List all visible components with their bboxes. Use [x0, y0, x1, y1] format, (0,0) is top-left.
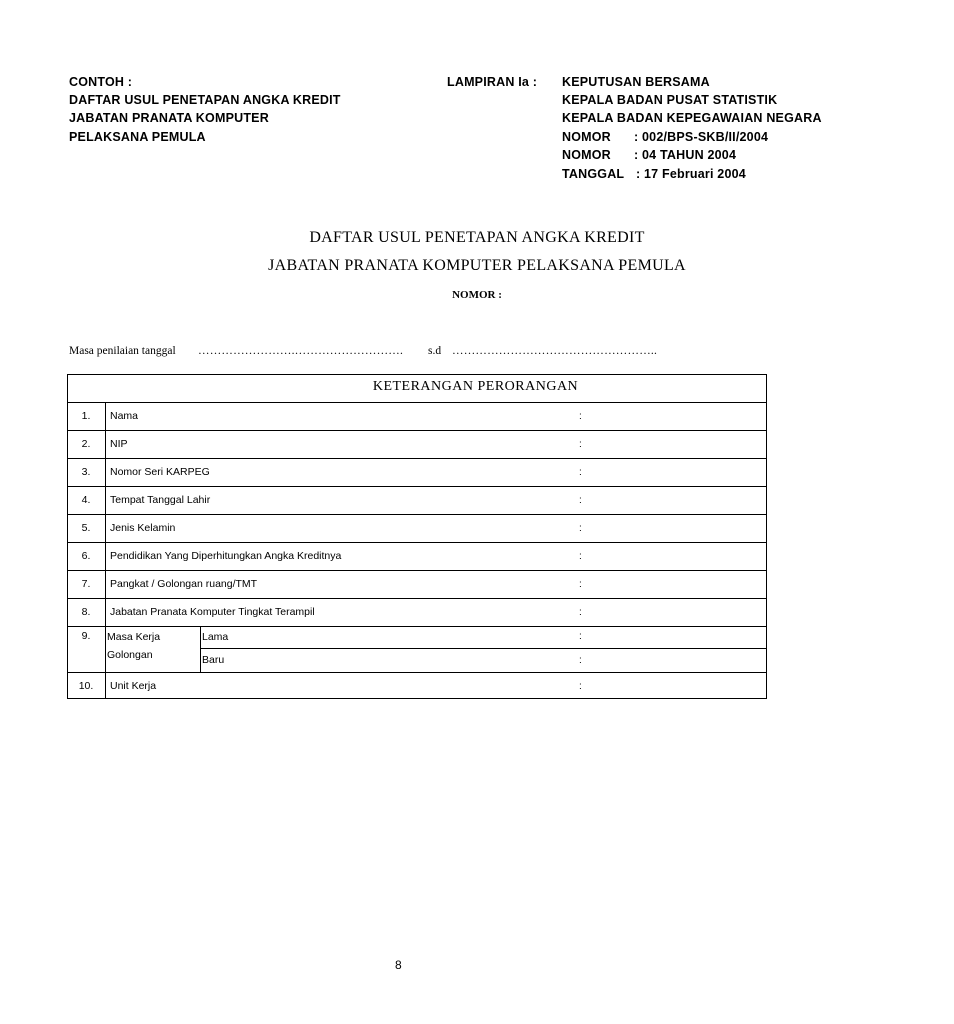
- number-column-divider: [105, 402, 106, 699]
- title-line1: DAFTAR USUL PENETAPAN ANGKA KREDIT: [309, 229, 645, 246]
- nomor2-value: : 04 TAHUN 2004: [634, 148, 737, 162]
- row-colon: :: [579, 631, 582, 642]
- row-divider: [67, 458, 767, 459]
- row-label-masa-kerja: Masa Kerja: [107, 631, 161, 643]
- header-left-line4: PELAKSANA PEMULA: [69, 130, 206, 144]
- row-label-nama: Nama: [110, 410, 139, 422]
- masa-penilaian-label: Masa penilaian tanggal: [69, 345, 176, 357]
- sub-label-baru: Baru: [202, 654, 225, 666]
- row-colon: :: [579, 655, 582, 666]
- tanggal-value: : 17 Februari 2004: [636, 167, 746, 181]
- row-number: 2.: [81, 438, 91, 450]
- row-colon: :: [579, 411, 582, 422]
- masa-penilaian-dots-end: ……………………………………………..: [452, 345, 658, 357]
- row-colon: :: [579, 579, 582, 590]
- sub-label-lama: Lama: [202, 631, 229, 643]
- row-divider: [67, 672, 767, 673]
- row-label-jabatan: Jabatan Pranata Komputer Tingkat Terampil: [110, 606, 315, 618]
- row-label-karpeg: Nomor Seri KARPEG: [110, 466, 210, 478]
- header-right-line2: KEPALA BADAN PUSAT STATISTIK: [562, 93, 778, 107]
- header-contoh: CONTOH :: [69, 75, 133, 89]
- row-colon: :: [579, 551, 582, 562]
- row-colon: :: [579, 681, 582, 692]
- header-left-line2: DAFTAR USUL PENETAPAN ANGKA KREDIT: [69, 93, 341, 107]
- masa-penilaian-sd: s.d: [428, 345, 442, 357]
- row-colon: :: [579, 607, 582, 618]
- row-divider: [67, 486, 767, 487]
- row-number: 6.: [81, 550, 91, 562]
- sub-row-divider: [200, 648, 767, 649]
- masa-penilaian-dots-start: …………………….……………………….: [198, 345, 404, 357]
- header-right-line3: KEPALA BADAN KEPEGAWAIAN NEGARA: [562, 111, 822, 125]
- row-divider: [67, 402, 767, 403]
- row-number: 4.: [81, 494, 91, 506]
- row-label-pangkat: Pangkat / Golongan ruang/TMT: [110, 578, 258, 590]
- lampiran-label: LAMPIRAN Ia :: [447, 75, 538, 89]
- page-number: 8: [395, 958, 402, 972]
- row-label-jenis-kelamin: Jenis Kelamin: [110, 522, 176, 534]
- document-header: [0, 0, 822, 200]
- tanggal-label: TANGGAL: [562, 167, 625, 181]
- row-colon: :: [579, 439, 582, 450]
- row-divider: [67, 598, 767, 599]
- title-nomor: NOMOR :: [452, 289, 502, 301]
- row-divider: [67, 542, 767, 543]
- title-line2: JABATAN PRANATA KOMPUTER PELAKSANA PEMULA: [268, 257, 686, 274]
- keterangan-perorangan-table: [67, 374, 747, 701]
- row-colon: :: [579, 467, 582, 478]
- row-number: 8.: [81, 606, 91, 618]
- row-divider: [67, 430, 767, 431]
- row-label-ttl: Tempat Tanggal Lahir: [110, 494, 211, 506]
- nomor1-label: NOMOR: [562, 130, 611, 144]
- row-colon: :: [579, 495, 582, 506]
- row-label-pendidikan: Pendidikan Yang Diperhitungkan Angka Kreditnya: [110, 550, 342, 562]
- header-left-line3: JABATAN PRANATA KOMPUTER: [69, 111, 269, 125]
- row-number: 9.: [81, 630, 91, 642]
- row-label-unit-kerja: Unit Kerja: [110, 680, 157, 692]
- row-divider: [67, 626, 767, 627]
- row-divider: [67, 570, 767, 571]
- row-colon: :: [579, 523, 582, 534]
- row-label-golongan: Golongan: [107, 649, 153, 661]
- row-number: 7.: [81, 578, 91, 590]
- nomor1-value: : 002/BPS-SKB/II/2004: [634, 130, 769, 144]
- table-heading: KETERANGAN PERORANGAN: [372, 379, 579, 394]
- row-divider: [67, 514, 767, 515]
- sub-column-divider: [200, 626, 201, 672]
- row-number: 10.: [78, 680, 94, 692]
- row-number: 1.: [81, 410, 91, 422]
- header-right-line1: KEPUTUSAN BERSAMA: [562, 75, 710, 89]
- row-number: 5.: [81, 522, 91, 534]
- nomor2-label: NOMOR: [562, 148, 611, 162]
- table-border: [67, 374, 767, 699]
- row-number: 3.: [81, 466, 91, 478]
- row-label-nip: NIP: [110, 438, 128, 450]
